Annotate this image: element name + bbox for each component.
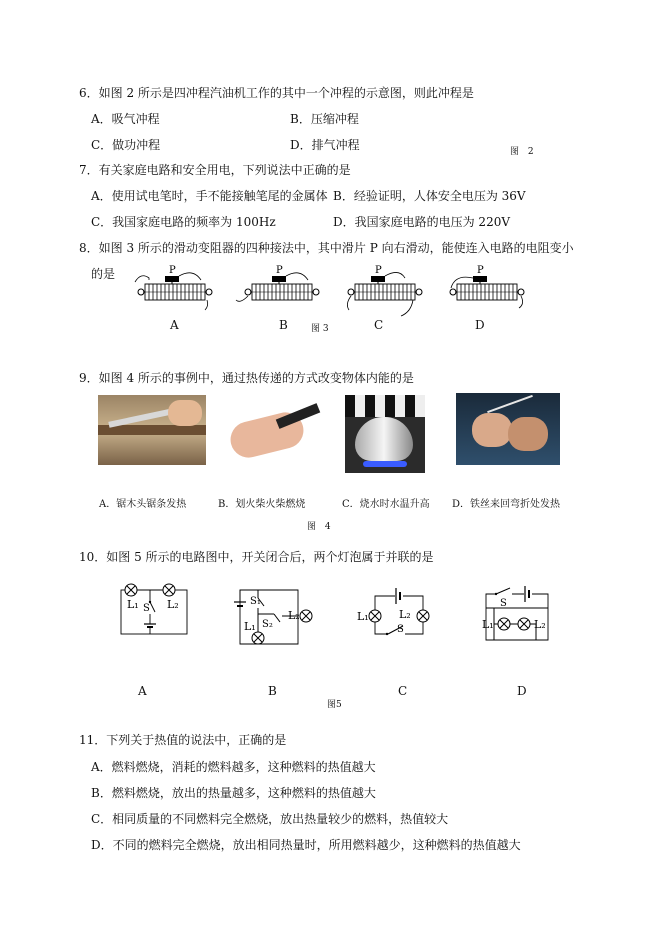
q9-caption-b: B．划火柴火柴燃烧: [218, 499, 306, 510]
rheostat-c-label: C: [374, 318, 384, 332]
rheostat-a-slider-label: P: [169, 265, 176, 276]
circuit-d-label: D: [517, 684, 527, 698]
circuit-c-label: C: [398, 684, 408, 698]
q6-figure-caption: 图 2: [510, 147, 534, 157]
q6-option-b: B．压缩冲程: [290, 112, 359, 126]
q10-stem: 10．如图 5 所示的电路图中，开关闭合后，两个灯泡属于并联的是: [79, 550, 434, 564]
q7-option-c: C．我国家庭电路的频率为 100Hz: [91, 215, 276, 229]
photo-bending-wire: [456, 393, 560, 465]
q6-option-a: A．吸气冲程: [91, 112, 160, 126]
q6-option-d: D．排气冲程: [290, 138, 360, 152]
q8-figure-caption: 图 3: [311, 324, 329, 334]
q8-stem: 8．如图 3 所示的滑动变阻器的四种接法中，其中滑片 P 向右滑动，能使连入电路的电阻变小: [79, 241, 574, 255]
circuit-a-l1: L₁: [127, 598, 139, 611]
circuit-d-l1: L₁: [482, 618, 494, 631]
circuit-a: [113, 580, 193, 640]
rheostat-b: [234, 262, 324, 314]
q9-figure-caption: 图 4: [307, 522, 331, 532]
q11-option-a: A．燃料燃烧，消耗的燃料越多，这种燃料的热值越大: [91, 760, 376, 774]
photo-boiling-water: [345, 395, 425, 473]
circuit-c: [355, 582, 435, 644]
rheostat-b-label: B: [279, 318, 288, 332]
q10-figure-caption: 图5: [327, 700, 342, 710]
q11-option-c: C．相同质量的不同燃料完全燃烧，放出热量较少的燃料，热值较大: [91, 812, 449, 826]
q7-option-b: B．经验证明，人体安全电压为 36V: [333, 189, 526, 203]
rheostat-a-label: A: [170, 318, 179, 332]
photo-striking-match: [222, 395, 326, 465]
circuit-b: [228, 580, 318, 656]
q7-option-a: A．使用试电笔时，手不能接触笔尾的金属体: [91, 189, 328, 203]
circuit-b-l1: L₁: [244, 620, 256, 633]
rheostat-d-label: D: [475, 318, 485, 332]
q11-stem: 11．下列关于热值的说法中，正确的是: [79, 733, 287, 747]
photo-sawing-wood: [98, 395, 206, 465]
rheostat-a: [127, 262, 217, 314]
q6-stem: 6．如图 2 所示是四冲程汽油机工作的其中一个冲程的示意图，则此冲程是: [79, 86, 474, 100]
q8-stem-continued: 的是: [91, 267, 116, 281]
circuit-a-switch: S: [143, 603, 150, 614]
q11-option-d: D．不同的燃料完全燃烧，放出相同热量时，所用燃料越少，这种燃料的热值越大: [91, 838, 521, 852]
q9-caption-a: A．锯木头锯条发热: [99, 499, 187, 510]
rheostat-d: [441, 262, 531, 314]
q11-option-b: B．燃料燃烧，放出的热量越多，这种燃料的热值越大: [91, 786, 376, 800]
rheostat-d-slider-label: P: [477, 265, 484, 276]
circuit-c-l2: L₂: [399, 608, 411, 621]
q9-caption-d: D．铁丝来回弯折处发热: [452, 499, 561, 510]
q9-caption-c: C．烧水时水温升高: [342, 499, 430, 510]
q9-stem: 9．如图 4 所示的事例中，通过热传递的方式改变物体内能的是: [79, 371, 414, 385]
circuit-c-l1: L₁: [357, 610, 369, 623]
circuit-b-l2: L₂: [288, 609, 300, 622]
circuit-a-label: A: [138, 684, 147, 698]
q6-option-c: C．做功冲程: [91, 138, 161, 152]
circuit-d: [478, 582, 564, 646]
circuit-d-switch: S: [500, 598, 507, 609]
rheostat-c: [341, 262, 431, 318]
circuit-b-s2: S₂: [262, 619, 273, 630]
circuit-b-s1: S₁: [250, 596, 261, 607]
circuit-b-label: B: [268, 684, 277, 698]
rheostat-b-slider-label: P: [276, 265, 283, 276]
circuit-c-switch: S: [397, 624, 404, 635]
q7-option-d: D．我国家庭电路的电压为 220V: [333, 215, 511, 229]
circuit-d-l2: L₂: [534, 618, 546, 631]
circuit-a-l2: L₂: [167, 598, 179, 611]
q7-stem: 7．有关家庭电路和安全用电，下列说法中正确的是: [79, 163, 351, 177]
rheostat-c-slider-label: P: [375, 265, 382, 276]
